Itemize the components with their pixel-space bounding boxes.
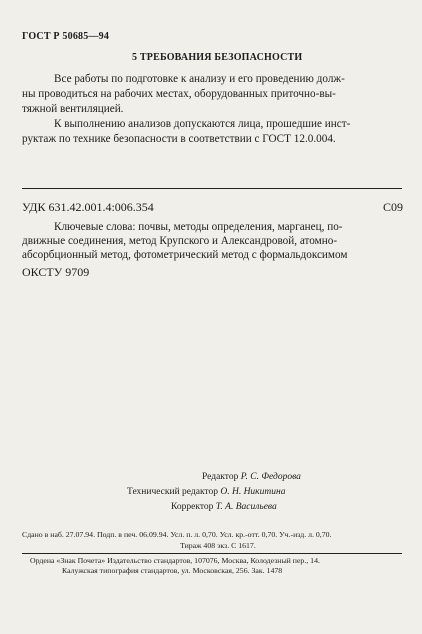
paragraph-1-line-1: Все работы по подготовке к анализу и его проведению долж- xyxy=(54,73,345,85)
imprint-line-4: Калужская типография стандартов, ул. Московская, 256. Зак. 1478 xyxy=(62,566,283,575)
editor-line xyxy=(202,472,301,482)
imprint-line-2: Тираж 408 экз. С 1617. xyxy=(180,541,256,550)
keywords-line-2: движные соединения, метод Крупского и Александровой, атомно- xyxy=(22,235,338,247)
editor-label: Редактор xyxy=(202,472,239,482)
tech-editor-name: О. Н. Никитина xyxy=(220,487,286,497)
classification-code: С09 xyxy=(383,200,404,214)
editor-name: Р. С. Федорова xyxy=(240,472,301,482)
udc-code: УДК 631.42.001.4:006.354 xyxy=(22,200,154,214)
tech-editor-line xyxy=(127,487,285,497)
paragraph-2-line-2: руктаж по технике безопасности в соответствии с ГОСТ 12.0.004. xyxy=(22,133,336,145)
separator-line xyxy=(22,188,402,189)
oksu-code: ОКСТУ 9709 xyxy=(22,265,90,279)
paragraph-2-line-1: К выполнению анализов допускаются лица, прошедшие инст- xyxy=(54,118,351,130)
section-title: 5 ТРЕБОВАНИЯ БЕЗОПАСНОСТИ xyxy=(132,52,303,63)
proofreader-label: Корректор xyxy=(171,502,214,512)
paragraph-1-line-3: тяжной вентиляцией. xyxy=(22,103,124,115)
imprint-separator xyxy=(22,553,402,554)
proofreader-line xyxy=(171,502,277,512)
document-code-header: ГОСТ Р 50685—94 xyxy=(22,31,110,42)
imprint-line-1: Сдано в наб. 27.07.94. Подп. в печ. 06.09.94. Усл. п. л. 0,70. Усл. кр.-отт. 0,70. Уч.-изд. л. 0,70. xyxy=(22,530,332,539)
keywords-line-1: Ключевые слова: почвы, методы определения, марганец, по- xyxy=(54,221,343,233)
paragraph-1-line-2: ны проводиться на рабочих местах, оборудованных приточно-вы- xyxy=(22,88,336,100)
keywords-line-3: абсорбционный метод, фотометрический метод с формальдоксимом xyxy=(22,249,348,261)
tech-editor-label: Технический редактор xyxy=(127,487,218,497)
imprint-line-3: Ордена «Знак Почета» Издательство стандартов, 107076, Москва, Колодезный пер., 14. xyxy=(30,556,320,565)
proofreader-name: Т. А. Васильева xyxy=(215,502,277,512)
